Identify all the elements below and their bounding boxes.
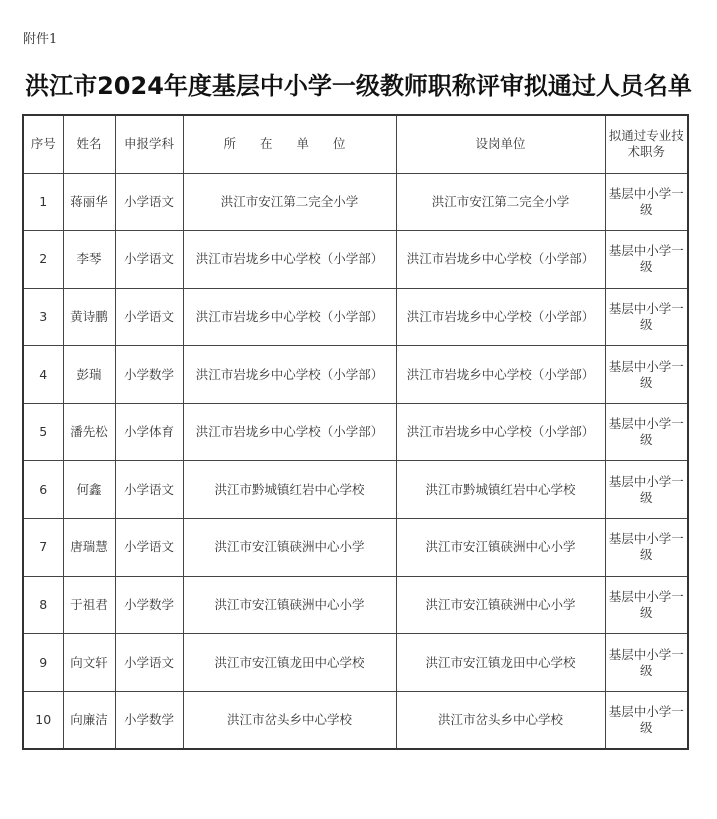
- cell-name: 蒋丽华: [63, 173, 115, 231]
- cell-title: 基层中小学一级: [605, 691, 688, 749]
- cell-no: 6: [23, 461, 63, 519]
- table-row: [23, 231, 688, 289]
- header-subject: 申报学科: [115, 115, 183, 173]
- table-row: [23, 634, 688, 692]
- cell-name: 潘先松: [63, 403, 115, 461]
- table-row: [23, 691, 688, 749]
- cell-title: 基层中小学一级: [605, 461, 688, 519]
- cell-unit: 洪江市岩垅乡中心学校（小学部）: [183, 231, 396, 289]
- cell-subject: 小学语文: [115, 634, 183, 692]
- table-row: [23, 403, 688, 461]
- cell-subject: 小学数学: [115, 346, 183, 404]
- table-row: [23, 346, 688, 404]
- cell-unit: 洪江市岩垅乡中心学校（小学部）: [183, 403, 396, 461]
- cell-post-unit: 洪江市安江第二完全小学: [396, 173, 605, 231]
- cell-no: 8: [23, 576, 63, 634]
- table-header-row: [23, 115, 688, 173]
- cell-unit: 洪江市岩垅乡中心学校（小学部）: [183, 288, 396, 346]
- cell-subject: 小学语文: [115, 519, 183, 577]
- cell-title: 基层中小学一级: [605, 576, 688, 634]
- cell-name: 向文轩: [63, 634, 115, 692]
- cell-unit: 洪江市安江镇硖洲中心小学: [183, 519, 396, 577]
- cell-title: 基层中小学一级: [605, 346, 688, 404]
- header-name: 姓名: [63, 115, 115, 173]
- cell-name: 向廉洁: [63, 691, 115, 749]
- cell-subject: 小学语文: [115, 461, 183, 519]
- cell-no: 7: [23, 519, 63, 577]
- cell-post-unit: 洪江市岩垅乡中心学校（小学部）: [396, 288, 605, 346]
- cell-title: 基层中小学一级: [605, 403, 688, 461]
- cell-title: 基层中小学一级: [605, 173, 688, 231]
- cell-name: 李琴: [63, 231, 115, 289]
- header-unit: 所 在 单 位: [183, 115, 396, 173]
- table-row: [23, 288, 688, 346]
- roster-table: [22, 114, 689, 750]
- header-title: 拟通过专业技术职务: [605, 115, 688, 173]
- cell-subject: 小学语文: [115, 231, 183, 289]
- cell-post-unit: 洪江市岩垅乡中心学校（小学部）: [396, 346, 605, 404]
- header-post-unit: 设岗单位: [396, 115, 605, 173]
- cell-title: 基层中小学一级: [605, 634, 688, 692]
- cell-unit: 洪江市岩垅乡中心学校（小学部）: [183, 346, 396, 404]
- cell-post-unit: 洪江市岩垅乡中心学校（小学部）: [396, 231, 605, 289]
- cell-name: 唐瑞慧: [63, 519, 115, 577]
- cell-unit: 洪江市安江第二完全小学: [183, 173, 396, 231]
- cell-subject: 小学语文: [115, 288, 183, 346]
- cell-unit: 洪江市岔头乡中心学校: [183, 691, 396, 749]
- cell-post-unit: 洪江市岩垅乡中心学校（小学部）: [396, 403, 605, 461]
- cell-no: 9: [23, 634, 63, 692]
- page-title: 洪江市2024年度基层中小学一级教师职称评审拟通过人员名单: [25, 72, 692, 100]
- cell-post-unit: 洪江市安江镇龙田中心学校: [396, 634, 605, 692]
- cell-name: 黄诗鹏: [63, 288, 115, 346]
- cell-no: 2: [23, 231, 63, 289]
- cell-unit: 洪江市安江镇龙田中心学校: [183, 634, 396, 692]
- cell-unit: 洪江市安江镇硖洲中心小学: [183, 576, 396, 634]
- cell-post-unit: 洪江市黔城镇红岩中心学校: [396, 461, 605, 519]
- table-row: [23, 173, 688, 231]
- cell-title: 基层中小学一级: [605, 288, 688, 346]
- cell-name: 彭瑞: [63, 346, 115, 404]
- cell-subject: 小学语文: [115, 173, 183, 231]
- cell-no: 1: [23, 173, 63, 231]
- cell-subject: 小学数学: [115, 691, 183, 749]
- table-row: [23, 461, 688, 519]
- cell-no: 4: [23, 346, 63, 404]
- cell-title: 基层中小学一级: [605, 519, 688, 577]
- header-no: 序号: [23, 115, 63, 173]
- cell-post-unit: 洪江市岔头乡中心学校: [396, 691, 605, 749]
- cell-unit: 洪江市黔城镇红岩中心学校: [183, 461, 396, 519]
- attachment-note: 附件1: [23, 32, 58, 47]
- cell-no: 10: [23, 691, 63, 749]
- cell-no: 3: [23, 288, 63, 346]
- cell-title: 基层中小学一级: [605, 231, 688, 289]
- cell-post-unit: 洪江市安江镇硖洲中心小学: [396, 576, 605, 634]
- cell-name: 于祖君: [63, 576, 115, 634]
- cell-name: 何鑫: [63, 461, 115, 519]
- cell-post-unit: 洪江市安江镇硖洲中心小学: [396, 519, 605, 577]
- table-row: [23, 576, 688, 634]
- table-row: [23, 519, 688, 577]
- cell-subject: 小学体育: [115, 403, 183, 461]
- cell-subject: 小学数学: [115, 576, 183, 634]
- cell-no: 5: [23, 403, 63, 461]
